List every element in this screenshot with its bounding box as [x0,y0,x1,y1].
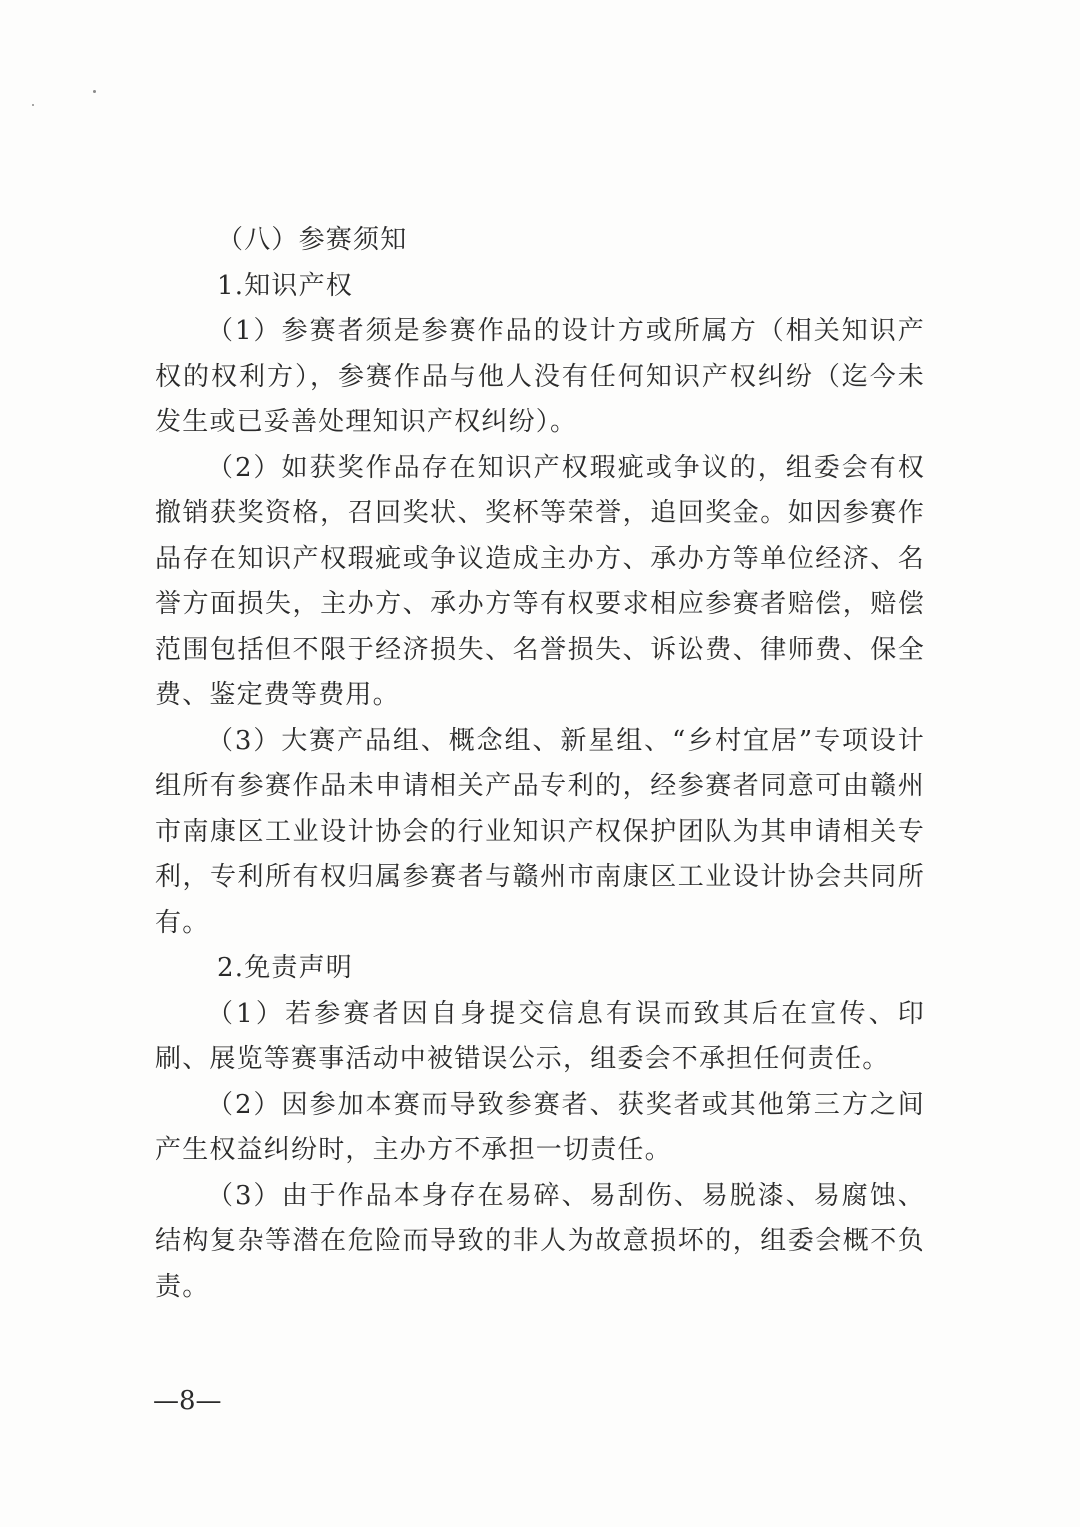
paragraph-disclaimer-2: （2）因参加本赛而导致参赛者、获奖者或其他第三方之间产生权益纠纷时，主办方不承担一切责任。 [155,1089,925,1165]
paragraph-disclaimer-3: （3）由于作品本身存在易碎、易刮伤、易脱漆、易腐蚀、结构复杂等潜在危险而导致的非人为故意损坏的，组委会概不负责。 [155,1180,925,1302]
paragraph-ip-2: （2）如获奖作品存在知识产权瑕疵或争议的，组委会有权撤销获奖资格，召回奖状、奖杯等荣誉，追回奖金。如因参赛作品存在知识产权瑕疵或争议造成主办方、承办方等单位经济、名誉方面损失，主办方、承办方等有权要求相应参赛者赔偿，赔偿范围包括但不限于经济损失、名誉损失、诉讼费、律师费、保全费、鉴定费等费用。 [155,452,925,710]
subsection-heading-ip: 1.知识产权 [217,270,354,301]
paragraph-ip-3: （3）大赛产品组、概念组、新星组、“乡村宜居”专项设计组所有参赛作品未申请相关产品专利的，经参赛者同意可由赣州市南康区工业设计协会的行业知识产权保护团队为其申请相关专利，专利所有权归属参赛者与赣州市南康区工业设计协会共同所有。 [155,725,925,938]
section-heading: （八）参赛须知 [217,225,408,255]
scan-speck [93,90,96,93]
page-number: —8— [153,1386,222,1416]
document-body [155,218,925,1310]
scan-speck [32,104,34,106]
paragraph-ip-1: （1）参赛者须是参赛作品的设计方或所属方（相关知识产权的权利方），参赛作品与他人没有任何知识产权纠纷（迄今未发生或已妥善处理知识产权纠纷）。 [155,316,925,437]
paragraph-disclaimer-1: （1）若参赛者因自身提交信息有误而致其后在宣传、印刷、展览等赛事活动中被错误公示，组委会不承担任何责任。 [155,998,925,1074]
subsection-heading-disclaimer: 2.免责声明 [217,953,354,983]
